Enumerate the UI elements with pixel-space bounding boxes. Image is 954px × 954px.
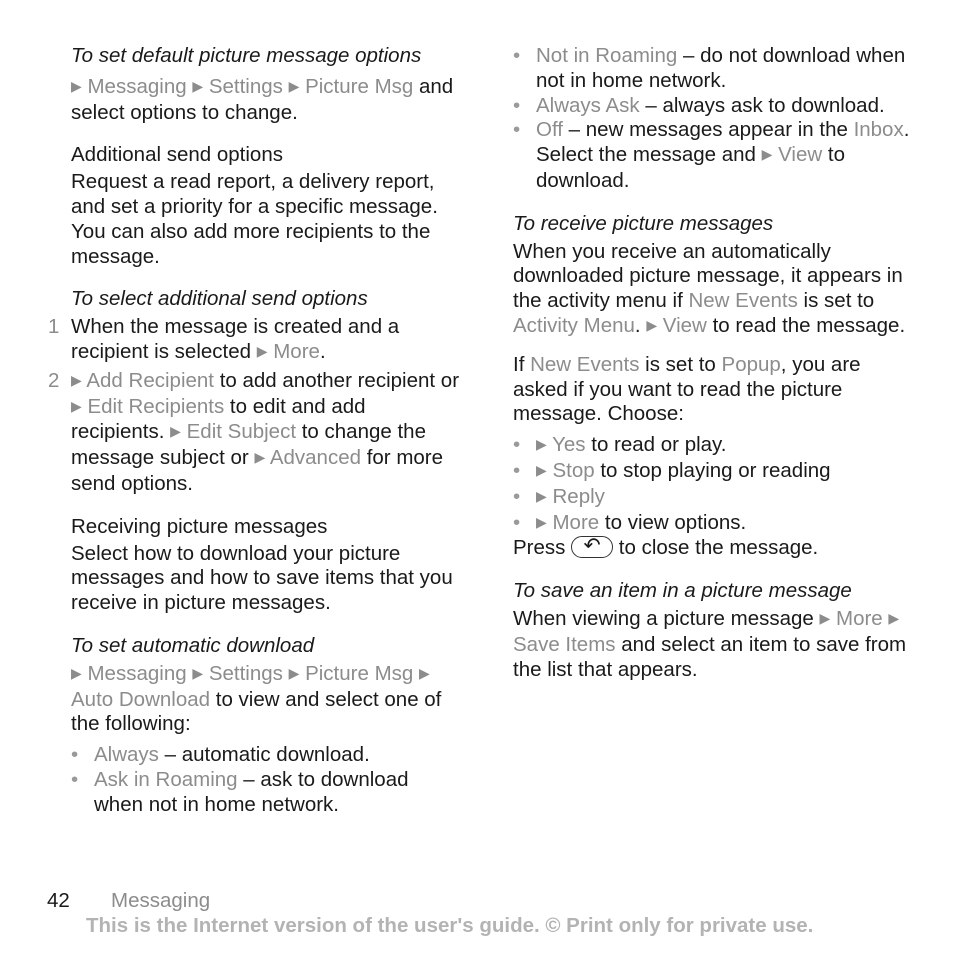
arrow-icon: ▶ [256, 342, 268, 359]
paragraph-auto-download [71, 662, 461, 737]
body-text: When you receive an automatically downloaded picture message, it appears in the activity menu if [513, 239, 903, 313]
step-1 [48, 315, 461, 366]
menu-item: Activity Menu [513, 313, 635, 337]
option-term: Not in Roaming [536, 44, 678, 67]
list-item [513, 118, 913, 193]
body-text: When viewing a picture message [513, 606, 820, 630]
menu-item: Settings [208, 661, 283, 685]
option-desc: – new messages appear in the [562, 118, 854, 142]
heading-auto-download: To set automatic download [71, 633, 315, 657]
option-desc: – always ask to download. [639, 93, 885, 117]
left-column [48, 44, 461, 818]
bullet-icon: • [71, 767, 79, 791]
paragraph-receiving: Select how to download your picture messages and how to save items that you receive in picture messages. [71, 541, 453, 615]
list-item [513, 94, 913, 119]
paragraph-press [513, 533, 913, 561]
list-item [71, 768, 461, 818]
menu-item: New Events [688, 289, 798, 313]
right-column [513, 44, 913, 682]
list-item [513, 44, 913, 94]
body-text: Press [513, 536, 572, 560]
list-item [513, 485, 913, 511]
auto-download-options [71, 743, 461, 817]
body-text: is set to [797, 289, 875, 313]
arrow-icon: ▶ [170, 423, 181, 440]
paragraph-additional-send: Request a read report, a delivery report, and set a priority for a specific message. You can also add more recipients to the message. [71, 170, 438, 268]
option-desc: to view options. [599, 510, 747, 534]
paragraph-receive-picture [513, 240, 913, 340]
footer-note: This is the Internet version of the user's guide. © Print only for private use. [86, 914, 814, 937]
arrow-icon: ▶ [536, 487, 547, 504]
arrow-icon: ▶ [888, 609, 900, 626]
bullet-icon: • [513, 44, 521, 67]
body-text: and select options to change. [71, 74, 454, 124]
arrow-icon: ▶ [71, 397, 82, 414]
list-item [513, 459, 913, 485]
step-text: to edit and add recipients. [71, 394, 366, 444]
menu-item: Popup [721, 352, 781, 376]
arrow-icon: ▶ [536, 513, 547, 530]
arrow-icon: ▶ [761, 146, 773, 163]
option-term: Reply [552, 484, 605, 508]
body-text: and select an item to save from the list that appears. [513, 632, 907, 681]
list-item [513, 433, 913, 459]
heading-default-options: To set default picture message options [71, 44, 422, 67]
option-desc: – ask to download when not in home network. [94, 767, 409, 816]
option-term: Always Ask [536, 93, 640, 117]
option-desc: to read or play. [585, 433, 727, 457]
menu-item: Edit Subject [186, 420, 297, 444]
step-2 [48, 368, 461, 497]
paragraph-popup [513, 353, 913, 427]
menu-item: More [273, 339, 320, 363]
menu-item: Auto Download [71, 687, 211, 711]
choice-list [513, 433, 913, 536]
option-desc: to download. [536, 143, 845, 192]
step-text: for more send options. [71, 446, 444, 495]
body-text: . [634, 313, 647, 337]
menu-item: Save Items [513, 632, 616, 656]
option-term: Always [94, 743, 159, 767]
body-text: If [513, 352, 531, 376]
heading-select-send-options: To select additional send options [71, 287, 368, 311]
bullet-icon: • [513, 458, 521, 482]
menu-item: Picture Msg [305, 661, 414, 685]
arrow-icon: ▶ [536, 436, 547, 453]
option-desc: – automatic download. [158, 743, 370, 767]
arrow-icon: ▶ [288, 77, 300, 94]
bullet-icon: • [513, 118, 521, 142]
option-term: Yes [552, 433, 586, 457]
bullet-icon: • [513, 510, 521, 534]
arrow-icon: ▶ [288, 664, 300, 681]
menu-item: More [836, 606, 883, 630]
option-desc: – do not download when not in home network. [536, 44, 906, 92]
menu-item: View [662, 313, 707, 337]
arrow-icon: ▶ [646, 316, 658, 333]
menu-item: Picture Msg [305, 74, 414, 98]
paragraph-save-item [513, 607, 913, 682]
body-text: to read the message. [706, 313, 906, 337]
bullet-icon: • [513, 433, 521, 457]
option-desc: . Select the message and [536, 118, 910, 167]
arrow-icon: ▶ [71, 371, 82, 388]
heading-receive-picture: To receive picture messages [513, 211, 774, 235]
arrow-icon: ▶ [819, 609, 831, 626]
menu-item: New Events [530, 352, 640, 376]
list-item [513, 511, 913, 537]
arrow-icon: ▶ [254, 449, 266, 466]
menu-item: View [778, 143, 823, 167]
option-term: Ask in Roaming [94, 767, 238, 791]
option-desc: to stop playing or reading [594, 458, 831, 482]
menu-item: Messaging [87, 74, 187, 98]
arrow-icon: ▶ [192, 664, 204, 681]
steps-list [48, 315, 461, 497]
section-name: Messaging [111, 889, 211, 912]
menu-item: Settings [208, 74, 283, 98]
body-text: , you are asked if you want to read the picture message. Choose: [513, 352, 861, 426]
option-term: More [552, 510, 600, 534]
menu-item: Advanced [269, 446, 361, 470]
arrow-icon: ▶ [71, 77, 82, 94]
page-number: 42 [47, 889, 70, 912]
menu-item: Add Recipient [86, 368, 214, 392]
step-text: . [319, 339, 326, 363]
back-key-icon: ↶ [571, 536, 613, 558]
list-item [71, 743, 461, 768]
option-term: Stop [552, 458, 595, 482]
download-options-continued [513, 44, 913, 194]
bullet-icon: • [71, 743, 79, 767]
body-text: is set to [639, 352, 722, 376]
menu-item: Edit Recipients [87, 394, 225, 418]
heading-save-item: To save an item in a picture message [513, 579, 852, 603]
arrow-icon: ▶ [536, 461, 547, 478]
body-text: to close the message. [613, 536, 819, 560]
option-term: Off [536, 118, 563, 142]
heading-additional-send: Additional send options [71, 143, 283, 167]
body-text: to view and select one of the following: [71, 687, 442, 736]
bullet-icon: • [513, 484, 521, 508]
step-text: When the message is created and a recipient is selected [71, 315, 400, 363]
arrow-icon: ▶ [192, 77, 204, 94]
step-number: 2 [48, 368, 60, 392]
menu-item: Inbox [853, 118, 904, 142]
arrow-icon: ▶ [419, 664, 430, 681]
step-text: to change the message subject or [71, 420, 426, 470]
bullet-icon: • [513, 93, 521, 117]
step-number: 1 [48, 315, 60, 339]
heading-receiving: Receiving picture messages [71, 514, 328, 538]
menu-item: Messaging [87, 661, 187, 685]
step-text: to add another recipient or [214, 368, 460, 392]
arrow-icon: ▶ [71, 664, 82, 681]
paragraph-default-options [71, 75, 461, 126]
